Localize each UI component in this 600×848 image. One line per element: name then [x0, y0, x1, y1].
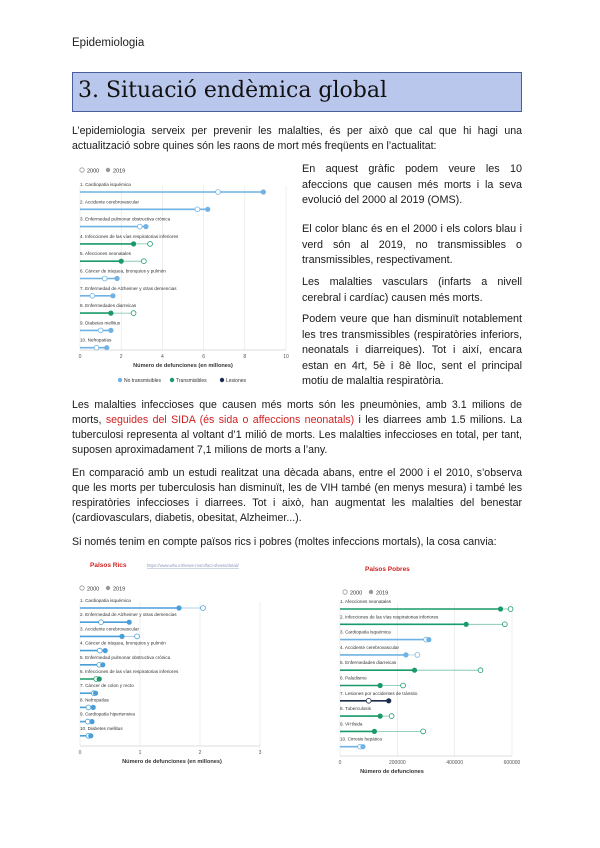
point-2019-4 [131, 241, 136, 246]
category-label-7: 7. Lesiones por accidentes de tránsito [340, 690, 418, 696]
legend-2019-marker [106, 168, 110, 172]
category-label-1: 1. Afecciones neonatales [340, 599, 392, 604]
x-tick-label-5: 10 [283, 354, 289, 360]
category-label-4: 4. Cáncer de tráquea, bronquios y pulmón [80, 640, 166, 646]
legend-2019-marker [106, 586, 110, 590]
category-label-1: 1. Cardiopatía isquémica [80, 182, 131, 187]
section-heading: 3. Situació endèmica global [72, 72, 522, 112]
category-label-9: 9. VIH/sida [340, 721, 363, 727]
category-label-10: 10. Cirrosis hepática [340, 736, 382, 742]
rich-chart-title: Països Rics [90, 562, 127, 569]
category-label-6: 6. Cáncer de tráquea, bronquios y pulmón [80, 268, 166, 274]
infectious-paragraph [72, 398, 522, 458]
category-label-2: 2. Enfermedad de Alzheimer y otras demencias [80, 612, 177, 618]
point-2019-2 [205, 207, 210, 212]
point-2019-1 [498, 606, 503, 611]
category-label-5: 5. Afecciones neonatales [80, 251, 132, 257]
point-2000-6 [401, 683, 406, 688]
legend-2000-label: 2000 [350, 590, 363, 597]
x-tick-label-2: 4 [161, 354, 164, 360]
point-2019-2 [464, 622, 469, 627]
point-2000-1 [201, 606, 206, 611]
legend-2000-marker [80, 168, 84, 172]
point-2000-8 [131, 311, 136, 316]
legend-2000-label: 2000 [87, 168, 100, 175]
x-tick-label-3: 6 [202, 354, 205, 360]
category-label-8: 8. Nefropatías [80, 697, 109, 703]
point-2019-7 [93, 691, 98, 696]
category-label-7: 7. Cáncer de colon y recto [80, 683, 134, 689]
point-2019-8 [108, 311, 113, 316]
point-2019-1 [176, 605, 181, 610]
point-2000-9 [421, 729, 426, 734]
point-2019-9 [108, 328, 113, 333]
category-label-10: 10. Diabetes mellitus [80, 725, 123, 731]
x-tick-label-3: 600000 [503, 760, 521, 766]
x-tick-label-1: 1 [138, 750, 142, 756]
point-2000-4 [148, 242, 153, 247]
point-2000-7 [90, 293, 95, 298]
point-2019-10 [88, 733, 93, 738]
point-2019-5 [100, 662, 105, 667]
x-tick-label-2: 2 [198, 750, 202, 756]
legend-2000-marker [343, 590, 347, 594]
legend-group-label-1: No transmisibles [124, 378, 161, 384]
legend-group-marker-3 [220, 378, 224, 382]
point-2000-6 [102, 276, 107, 281]
category-label-6: 6. Paludismo [340, 675, 367, 681]
x-axis-label: Número de defunciones [360, 769, 424, 773]
x-tick-label-3: 3 [258, 750, 262, 756]
legend-2019-label: 2019 [376, 590, 389, 597]
point-2000-7 [366, 698, 371, 703]
point-2000-2 [502, 622, 507, 627]
category-label-3: 3. Cardiopatía isquémica [340, 629, 391, 635]
category-label-4: 4. Accidente cerebrovascular [340, 644, 399, 650]
point-2019-9 [372, 729, 377, 734]
category-label-9: 9. Diabetes mellitus [80, 320, 121, 326]
category-label-10: 10. Nefropatías [80, 337, 112, 343]
rich-chart-link: https://www.who.int/news-room/fact-sheets/detail/ [147, 563, 239, 568]
page-header-label: Epidemiologia [72, 37, 145, 49]
category-label-7: 7. Enfermedad de Alzheimer y otras demencias [80, 285, 177, 291]
side-paragraph-4: Podem veure que han disminuït notablement les tres transmissibles (respiratòries inferiors, neonatals i diarreiques). Tot i així, encara estan en 4rt, 5è i 8è lloc, sent el principal motiu de malaltia respiratòria. [302, 313, 522, 387]
legend-group-label-3: Lesiones [226, 378, 247, 384]
rich-countries-chart [72, 558, 292, 773]
category-label-5: 5. Enfermedades diarreicas [340, 660, 397, 666]
point-2019-8 [91, 705, 96, 710]
comparison-paragraph: En comparació amb un estudi realitzat una dècada abans, entre el 2000 i el 2010, s’observa que les morts per tuberculosis han disminuït, les de VIH també (en menys mesura) i també les respiratòries infeccioses i diarrees. Tot i això, han augmentat les malalties del benestar (cardiovasculars, diabetis, obesitat, Alzheimer...). [72, 467, 522, 524]
legend-2000-marker [80, 586, 84, 590]
point-2019-4 [103, 648, 108, 653]
legend-2000-label: 2000 [87, 586, 100, 593]
category-label-8: 8. Tuberculosis [340, 706, 371, 712]
point-2019-9 [89, 719, 94, 724]
point-2019-4 [403, 652, 408, 657]
point-2019-3 [119, 634, 124, 639]
point-2000-2 [195, 207, 200, 212]
point-2019-8 [378, 714, 383, 719]
category-label-6: 6. Infecciones de las vías respiratorias inferiores [80, 669, 179, 674]
point-2000-4 [415, 653, 420, 658]
point-2000-9 [98, 328, 103, 333]
x-tick-label-0: 0 [78, 750, 82, 756]
point-2019-3 [426, 637, 431, 642]
side-paragraph-2: El color blanc és en el 2000 i els colors blau i verd són al 2019, no transmissibles o transmissibles, respectivament. [302, 223, 522, 266]
rich-poor-paragraph: Si només tenim en compte països rics i pobres (moltes infeccions mortals), la cosa canvia: [72, 536, 497, 548]
point-2000-2 [99, 620, 104, 625]
x-axis-label: Número de defunciones (en millones) [133, 363, 233, 369]
category-label-4: 4. Infecciones de las vías respiratorias inferiores [80, 233, 179, 239]
point-2019-7 [386, 698, 391, 703]
category-label-3: 3. Enfermedad pulmonar obstructiva crónica [80, 216, 171, 222]
point-2019-6 [378, 683, 383, 688]
side-paragraph-3: Les malalties vasculars (infarts a nivell cerebral i cardíac) causen més morts. [302, 276, 522, 304]
point-2019-10 [360, 744, 365, 749]
category-label-8: 8. Enfermedades diarreicas [80, 303, 137, 309]
category-label-9: 9. Cardiopatía hipertensiva [80, 711, 135, 717]
poor-chart-title: Països Pobres [365, 566, 410, 573]
category-label-2: 2. Accidente cerebrovascular [80, 199, 139, 205]
point-2019-5 [119, 259, 124, 264]
point-2000-10 [94, 345, 99, 350]
point-2019-5 [412, 668, 417, 673]
x-tick-label-0: 0 [78, 354, 82, 360]
x-tick-label-0: 0 [338, 760, 342, 766]
point-2019-6 [97, 676, 102, 681]
side-paragraph-1: En aquest gràfic podem veure les 10 afeccions que causen més morts i la seva evolució del 2000 al 2019 (OMS). [302, 163, 522, 206]
category-label-2: 2. Infecciones de las vías respiratorias inferiores [340, 614, 439, 620]
point-2000-5 [141, 259, 146, 264]
point-2019-6 [114, 276, 119, 281]
infectious-text-end: i les diarrees amb 1.5 milions. La tuberculosi representa al voltant d’1 milió de morts. Les malalties infeccioses en total, per tant, suposen aproximadament 7,1 milions de morts a l’any. [72, 414, 522, 456]
legend-2019-label: 2019 [113, 168, 126, 175]
x-tick-label-2: 400000 [446, 760, 464, 766]
point-2019-1 [261, 189, 266, 194]
legend-2019-marker [369, 590, 373, 594]
point-2000-4 [97, 648, 102, 653]
legend-group-label-2: Transmisibles [176, 378, 207, 384]
infectious-text-highlight: seguides del SIDA (és sida o affeccions neonatals) [105, 414, 355, 426]
point-2000-3 [137, 224, 142, 229]
x-tick-label-1: 2 [119, 354, 123, 360]
category-label-1: 1. Cardiopatía isquémica [80, 598, 131, 603]
legend-2019-label: 2019 [113, 586, 126, 593]
point-2000-1 [508, 607, 513, 612]
category-label-3: 3. Accidente cerebrovascular [80, 626, 139, 632]
poor-countries-chart [330, 558, 525, 773]
point-2019-3 [143, 224, 148, 229]
x-tick-label-4: 8 [243, 354, 247, 360]
point-2019-10 [104, 345, 109, 350]
x-axis-label: Número de defunciones (en millones) [122, 759, 222, 765]
category-label-5: 5. Enfermedad pulmonar obstructiva crónica [80, 654, 171, 660]
point-2019-2 [127, 620, 132, 625]
point-2000-1 [216, 190, 221, 195]
x-tick-label-1: 200000 [388, 760, 406, 766]
legend-group-marker-2 [170, 378, 174, 382]
infectious-text-start: Les malalties infeccioses que causen més morts són les pneumònies, amb 3.1 milions de morts, [72, 399, 522, 426]
intro-paragraph: L’epidemiologia serveix per prevenir les malalties, és per això que cal que hi hagi una actualització sobre quines són les raons de mort més freqüents en l’actualitat: [72, 125, 522, 152]
point-2000-8 [389, 714, 394, 719]
point-2019-7 [110, 293, 115, 298]
point-2000-8 [86, 705, 91, 710]
point-2000-5 [478, 668, 483, 673]
point-2000-3 [135, 634, 140, 639]
global-causes-chart [72, 160, 294, 390]
legend-group-marker-1 [118, 378, 122, 382]
